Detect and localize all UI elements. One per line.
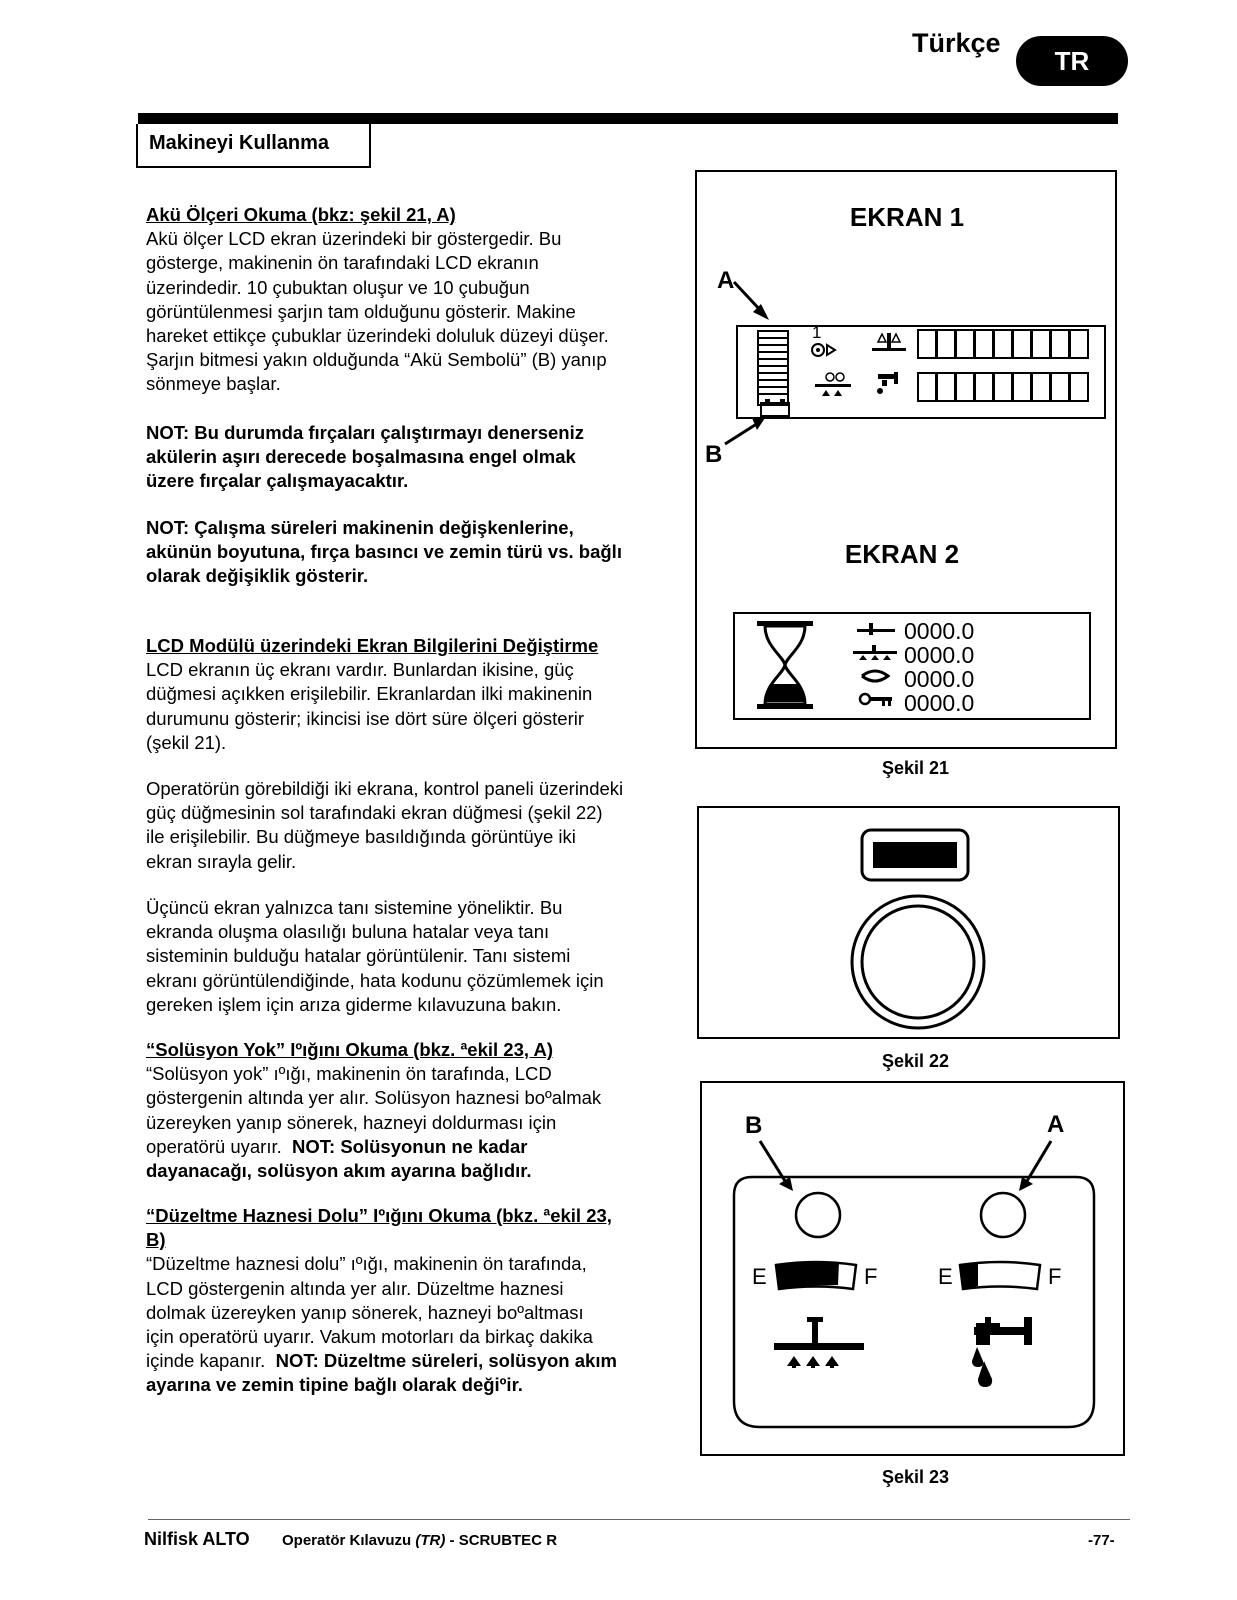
no-solution-line: “Solüsyon yok” ıºığı, makinenin ön tarafında, LCD <box>146 1063 552 1085</box>
gauge-empty-label: E <box>938 1264 953 1289</box>
no-solution-section <box>146 1038 676 1183</box>
battery-gauge-line: üzerindedir. 10 çubuktan oluşur ve 10 çubuğun <box>146 276 530 298</box>
battery-gauge-heading: Akü Ölçeri Okuma (bkz: şekil 21, A) <box>146 204 456 225</box>
gauge-empty-label: E <box>752 1264 767 1289</box>
runtime-note-line: akünün boyutuna, fırça basıncı ve zemin türü vs. bağlı <box>146 541 622 563</box>
no-solution-light <box>981 1193 1025 1237</box>
battery-gauge-section <box>146 203 676 397</box>
brush-note-line: NOT: Bu durumda fırçaları çalıştırmayı denerseniz <box>146 422 584 443</box>
battery-bars <box>758 331 788 405</box>
footer-manual-model: - SCRUBTEC R <box>445 1532 558 1549</box>
recovery-full-line: “Düzeltme haznesi dolu” ıºığı, makinenin ön tarafında, <box>146 1253 587 1275</box>
brush-hours-icon <box>857 623 895 635</box>
scrub-hours-icon <box>853 645 897 660</box>
footer-brand: Nilfisk ALTO <box>144 1529 250 1549</box>
lcd-screens-line: durumunu gösterir; ikincisi ise dört süre ölçeri gösterir <box>146 707 585 729</box>
figure-23 <box>700 1081 1125 1456</box>
solution-tank-gauge-fill <box>960 1263 978 1289</box>
squeegee-icon <box>774 1317 864 1368</box>
header-rule <box>138 113 1118 124</box>
power-button-outer <box>852 896 984 1028</box>
brush-icon <box>815 373 851 396</box>
indicator-panel <box>734 1177 1094 1427</box>
label-a: A <box>717 267 735 294</box>
squeegee-icon <box>872 333 906 351</box>
recovery-full-heading: “Düzeltme Haznesi Dolu” Iºığını Okuma (bkz. ªekil 23, <box>146 1205 612 1226</box>
recovery-full-line: dolmak üzereyken yanıp sönerek, hazneyi boºaltması <box>146 1301 584 1323</box>
recovery-full-line: için operatörü uyarır. Vakum motorları da birkaç dakika <box>146 1326 593 1348</box>
arrow-b <box>760 1141 785 1181</box>
no-solution-heading: “Solüsyon Yok” Iºığını Okuma (bkz. ªekil 23, A) <box>146 1039 553 1060</box>
screen2-title: EKRAN 2 <box>844 539 960 569</box>
recovery-full-line: LCD göstergenin altında yer alır. Düzeltme haznesi <box>146 1277 564 1299</box>
screen-button-line: ile erişilebilir. Bu düğmeye basıldığında görüntüye iki <box>146 826 576 848</box>
no-solution-note-line: dayanacağı, solüsyon akım ayarına bağlıdır. <box>146 1160 532 1182</box>
arrow-b-head <box>779 1177 793 1191</box>
no-solution-line <box>146 1135 676 1159</box>
hour-meter-reading: 0000.0 <box>904 642 975 668</box>
figure-23-caption: Şekil 23 <box>882 1467 950 1487</box>
screen-button-line: güç düğmesinin sol tarafındaki ekran düğmesi (şekil 22) <box>146 802 603 824</box>
label-a: A <box>1047 1111 1065 1138</box>
recovery-full-section <box>146 1204 676 1398</box>
footer-manual <box>282 1532 557 1549</box>
lcd-screens-line: düğmesi açıkken erişilebilir. Ekranlardan ilki makinenin <box>146 683 593 705</box>
battery-gauge-line: sönmeye başlar. <box>146 373 281 395</box>
page-number: -77- <box>1088 1532 1115 1549</box>
label-b: B <box>745 1112 763 1139</box>
no-solution-line: üzereyken yanıp sönerek, hazneyi doldurması için <box>146 1111 557 1133</box>
runtime-note-line: NOT: Çalışma süreleri makinenin değişkenlerine, <box>146 517 574 538</box>
figure-21-drawing <box>697 172 1115 747</box>
diagnostic-line: gereken işlem için arıza giderme kılavuzuna bakın. <box>146 993 562 1015</box>
no-solution-text: operatörü uyarır. <box>146 1135 293 1157</box>
screen-button-icon <box>873 842 957 868</box>
battery-gauge-line: gösterge, makinenin ön tarafındaki LCD ekranın <box>146 252 539 274</box>
lcd-screens-section <box>146 634 676 755</box>
figure-22 <box>697 806 1120 1039</box>
battery-gauge-line: Şarjın bitmesi yakın olduğunda “Akü Sembolü” (B) yanıp <box>146 349 607 371</box>
figure-22-caption: Şekil 22 <box>882 1051 950 1071</box>
vacuum-hours-icon <box>862 671 888 681</box>
language-badge: TR <box>1016 36 1128 86</box>
hour-meter-reading: 0000.0 <box>904 666 975 692</box>
flow-bar-top <box>918 330 1088 358</box>
brush-note <box>146 421 676 494</box>
battery-gauge-line: Akü ölçer LCD ekran üzerindeki bir göstergedir. Bu <box>146 228 562 250</box>
runtime-note <box>146 516 676 589</box>
diagnostic-line: ekranı görüntülendiğinde, hata kodunu çözümlemek için <box>146 969 604 991</box>
recovery-full-heading-cont: B) <box>146 1229 166 1251</box>
footer-rule <box>148 1519 1130 1520</box>
diagnostic-line: Üçüncü ekran yalnızca tanı sistemine yöneliktir. Bu <box>146 897 563 918</box>
figure-22-drawing <box>699 808 1118 1037</box>
recovery-full-line <box>146 1349 676 1373</box>
recovery-tank-gauge-fill <box>776 1262 839 1289</box>
arrow-b <box>725 425 755 444</box>
hour-meter-reading: 0000.0 <box>904 618 975 644</box>
screen-button-paragraph <box>146 777 676 874</box>
screen-button-line: ekran sırayla gelir. <box>146 850 297 872</box>
lcd-screens-line: LCD ekranın üç ekranı vardır. Bunlardan ikisine, güç <box>146 659 574 681</box>
tap-drip-icon <box>972 1317 1032 1387</box>
section-title: Makineyi Kullanma <box>136 124 371 168</box>
arrow-a-head <box>1019 1177 1033 1191</box>
screen-button-line: Operatörün görebildiği iki ekrana, kontrol paneli üzerindeki <box>146 778 624 799</box>
recovery-full-note: NOT: Düzeltme süreleri, solüsyon akım <box>275 1350 617 1372</box>
recovery-full-light <box>796 1193 840 1237</box>
footer-manual-title: Operatör Kılavuzu <box>282 1532 416 1549</box>
label-b: B <box>705 441 723 468</box>
lcd-screens-heading: LCD Modülü üzerindeki Ekran Bilgilerini Değiştirme <box>146 635 599 656</box>
recovery-full-text: içinde kapanır. <box>146 1350 276 1372</box>
speed-digit: 1 <box>812 323 822 342</box>
runtime-note-line: olarak değişiklik gösterir. <box>146 565 369 587</box>
tap-icon <box>877 372 898 394</box>
key-hours-icon <box>860 694 892 706</box>
direction-icon <box>812 344 835 356</box>
no-solution-line: göstergenin altında yer alır. Solüsyon haznesi boºalmak <box>146 1087 602 1109</box>
hour-meter-reading: 0000.0 <box>904 690 975 716</box>
diagnostic-paragraph <box>146 896 676 1017</box>
gauge-full-label: F <box>864 1264 878 1289</box>
power-button-icon <box>862 906 974 1018</box>
gauge-full-label: F <box>1048 1264 1062 1289</box>
figure-23-drawing <box>702 1083 1123 1454</box>
hourglass-icon <box>757 621 813 709</box>
recovery-full-note-line: ayarına ve zemin tipine bağlı olarak değiºir. <box>146 1374 523 1396</box>
screen1-title: EKRAN 1 <box>849 202 965 232</box>
flow-bar-bottom <box>918 373 1088 401</box>
footer-manual-lang: (TR) <box>415 1532 446 1549</box>
diagnostic-line: ekranda oluşma olasılığı buluna hatalar veya tanı <box>146 921 550 943</box>
no-solution-note: NOT: Solüsyonun ne kadar <box>292 1135 528 1157</box>
figure-21-caption: Şekil 21 <box>882 758 950 778</box>
diagnostic-line: sisteminin bulduğu hatalar görüntülenir. Tanı sistemi <box>146 945 571 967</box>
language-label: Türkçe <box>912 28 1001 58</box>
brush-note-line: akülerin aşırı derecede boşalmasına engel olmak <box>146 446 576 468</box>
lcd-screens-line: (şekil 21). <box>146 731 227 753</box>
arrow-a <box>1027 1141 1051 1181</box>
figure-21 <box>695 170 1117 749</box>
brush-note-line: üzere fırçalar çalışmayacaktır. <box>146 470 409 492</box>
battery-gauge-line: hareket ettikçe çubuklar üzerindeki doluluk düzeyi düşer. <box>146 325 609 347</box>
battery-gauge-line: görüntülenmesi şarjın tam olduğunu gösterir. Makine <box>146 300 576 322</box>
